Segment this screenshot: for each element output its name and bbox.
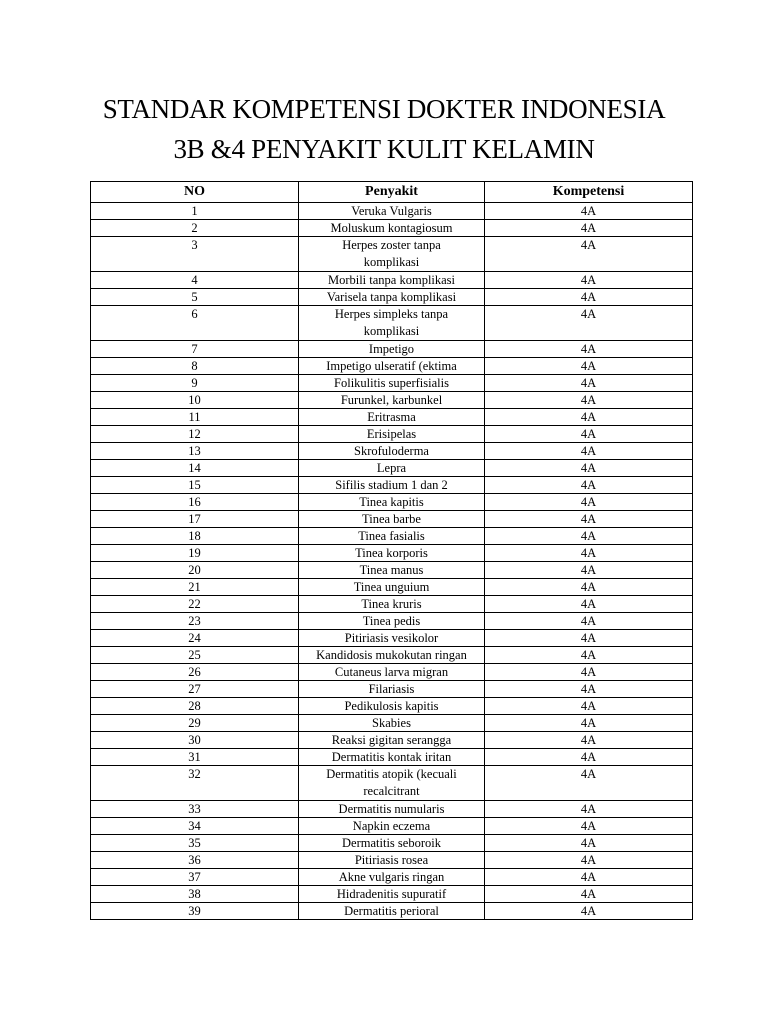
table-row: [91, 392, 693, 409]
cell-penyakit: Herpes zoster tanpa komplikasi: [299, 237, 485, 272]
cell-no: 35: [91, 835, 299, 852]
column-header-kompetensi: Kompetensi: [485, 182, 693, 203]
cell-no: 29: [91, 715, 299, 732]
cell-penyakit: Moluskum kontagiosum: [299, 220, 485, 237]
cell-penyakit: Pitiriasis rosea: [299, 852, 485, 869]
competency-table: [90, 181, 693, 920]
table-row: [91, 306, 693, 341]
table-row: [91, 237, 693, 272]
cell-kompetensi: 4A: [485, 886, 693, 903]
cell-kompetensi: 4A: [485, 766, 693, 801]
cell-penyakit: Veruka Vulgaris: [299, 203, 485, 220]
cell-kompetensi: 4A: [485, 664, 693, 681]
cell-kompetensi: 4A: [485, 272, 693, 289]
cell-no: 31: [91, 749, 299, 766]
cell-penyakit: Akne vulgaris ringan: [299, 869, 485, 886]
cell-penyakit: Tinea unguium: [299, 579, 485, 596]
table-row: [91, 289, 693, 306]
cell-kompetensi: 4A: [485, 443, 693, 460]
cell-penyakit: Dermatitis kontak iritan: [299, 749, 485, 766]
table-row: [91, 272, 693, 289]
table-row: [91, 528, 693, 545]
cell-penyakit: Filariasis: [299, 681, 485, 698]
cell-penyakit: Kandidosis mukokutan ringan: [299, 647, 485, 664]
cell-kompetensi: 4A: [485, 220, 693, 237]
cell-no: 24: [91, 630, 299, 647]
cell-no: 7: [91, 341, 299, 358]
cell-penyakit: Skabies: [299, 715, 485, 732]
cell-penyakit: Cutaneus larva migran: [299, 664, 485, 681]
table-row: [91, 596, 693, 613]
table-row: [91, 579, 693, 596]
cell-no: 19: [91, 545, 299, 562]
document-subtitle: 3B &4 PENYAKIT KULIT KELAMIN: [173, 134, 595, 164]
cell-penyakit: Tinea manus: [299, 562, 485, 579]
cell-penyakit: Impetigo: [299, 341, 485, 358]
cell-kompetensi: 4A: [485, 818, 693, 835]
cell-kompetensi: 4A: [485, 545, 693, 562]
cell-kompetensi: 4A: [485, 715, 693, 732]
cell-no: 1: [91, 203, 299, 220]
cell-no: 10: [91, 392, 299, 409]
table-row: [91, 220, 693, 237]
cell-kompetensi: 4A: [485, 392, 693, 409]
table-row: [91, 732, 693, 749]
table-row: [91, 903, 693, 920]
cell-penyakit: Pitiriasis vesikolor: [299, 630, 485, 647]
cell-no: 27: [91, 681, 299, 698]
cell-kompetensi: 4A: [485, 732, 693, 749]
cell-kompetensi: 4A: [485, 528, 693, 545]
cell-penyakit: Pedikulosis kapitis: [299, 698, 485, 715]
table-row: [91, 613, 693, 630]
cell-penyakit: Hidradenitis supuratif: [299, 886, 485, 903]
cell-no: 5: [91, 289, 299, 306]
cell-penyakit: Eritrasma: [299, 409, 485, 426]
cell-penyakit: Impetigo ulseratif (ektima: [299, 358, 485, 375]
cell-penyakit: Napkin eczema: [299, 818, 485, 835]
cell-no: 22: [91, 596, 299, 613]
table-row: [91, 681, 693, 698]
cell-kompetensi: 4A: [485, 749, 693, 766]
cell-no: 20: [91, 562, 299, 579]
table-row: [91, 715, 693, 732]
cell-penyakit: Tinea korporis: [299, 545, 485, 562]
cell-no: 11: [91, 409, 299, 426]
table-row: [91, 801, 693, 818]
cell-penyakit: Tinea barbe: [299, 511, 485, 528]
table-row: [91, 545, 693, 562]
cell-kompetensi: 4A: [485, 801, 693, 818]
cell-no: 33: [91, 801, 299, 818]
table-row: [91, 647, 693, 664]
table-row: [91, 835, 693, 852]
cell-kompetensi: 4A: [485, 494, 693, 511]
cell-kompetensi: 4A: [485, 613, 693, 630]
cell-no: 12: [91, 426, 299, 443]
table-row: [91, 818, 693, 835]
cell-penyakit: Herpes simpleks tanpa komplikasi: [299, 306, 485, 341]
cell-penyakit: Dermatitis seboroik: [299, 835, 485, 852]
cell-no: 39: [91, 903, 299, 920]
cell-no: 14: [91, 460, 299, 477]
table-row: [91, 630, 693, 647]
table-row: [91, 852, 693, 869]
cell-no: 13: [91, 443, 299, 460]
cell-no: 28: [91, 698, 299, 715]
cell-penyakit: Sifilis stadium 1 dan 2: [299, 477, 485, 494]
cell-no: 9: [91, 375, 299, 392]
table-row: [91, 664, 693, 681]
cell-kompetensi: 4A: [485, 596, 693, 613]
cell-kompetensi: 4A: [485, 426, 693, 443]
table-row: [91, 869, 693, 886]
table-row: [91, 203, 693, 220]
cell-kompetensi: 4A: [485, 409, 693, 426]
table-row: [91, 511, 693, 528]
table-row: [91, 358, 693, 375]
cell-kompetensi: 4A: [485, 681, 693, 698]
cell-kompetensi: 4A: [485, 698, 693, 715]
cell-no: 25: [91, 647, 299, 664]
cell-no: 34: [91, 818, 299, 835]
cell-kompetensi: 4A: [485, 579, 693, 596]
cell-kompetensi: 4A: [485, 903, 693, 920]
cell-kompetensi: 4A: [485, 852, 693, 869]
cell-no: 30: [91, 732, 299, 749]
cell-penyakit: Dermatitis perioral: [299, 903, 485, 920]
cell-kompetensi: 4A: [485, 306, 693, 341]
table-row: [91, 443, 693, 460]
cell-penyakit: Dermatitis numularis: [299, 801, 485, 818]
cell-no: 37: [91, 869, 299, 886]
cell-kompetensi: 4A: [485, 203, 693, 220]
cell-kompetensi: 4A: [485, 477, 693, 494]
cell-no: 32: [91, 766, 299, 801]
table-body: [91, 203, 693, 920]
cell-kompetensi: 4A: [485, 511, 693, 528]
cell-no: 38: [91, 886, 299, 903]
cell-penyakit: Folikulitis superfisialis: [299, 375, 485, 392]
cell-no: 23: [91, 613, 299, 630]
cell-no: 4: [91, 272, 299, 289]
table-row: [91, 409, 693, 426]
cell-penyakit: Tinea kruris: [299, 596, 485, 613]
cell-no: 21: [91, 579, 299, 596]
cell-kompetensi: 4A: [485, 647, 693, 664]
table-row: [91, 494, 693, 511]
cell-no: 3: [91, 237, 299, 272]
cell-no: 26: [91, 664, 299, 681]
cell-no: 16: [91, 494, 299, 511]
cell-kompetensi: 4A: [485, 835, 693, 852]
cell-penyakit: Tinea pedis: [299, 613, 485, 630]
cell-kompetensi: 4A: [485, 562, 693, 579]
cell-no: 2: [91, 220, 299, 237]
cell-penyakit: Dermatitis atopik (kecuali recalcitrant: [299, 766, 485, 801]
column-header-no: NO: [91, 182, 299, 203]
cell-penyakit: Furunkel, karbunkel: [299, 392, 485, 409]
table-row: [91, 477, 693, 494]
cell-kompetensi: 4A: [485, 630, 693, 647]
table-row: [91, 886, 693, 903]
table-row: [91, 749, 693, 766]
cell-penyakit: Erisipelas: [299, 426, 485, 443]
cell-kompetensi: 4A: [485, 289, 693, 306]
table-row: [91, 426, 693, 443]
cell-no: 8: [91, 358, 299, 375]
cell-kompetensi: 4A: [485, 358, 693, 375]
table-row: [91, 341, 693, 358]
cell-kompetensi: 4A: [485, 341, 693, 358]
cell-penyakit: Varisela tanpa komplikasi: [299, 289, 485, 306]
table-header-row: [91, 182, 693, 203]
table-row: [91, 698, 693, 715]
cell-penyakit: Lepra: [299, 460, 485, 477]
cell-penyakit: Morbili tanpa komplikasi: [299, 272, 485, 289]
document-title: STANDAR KOMPETENSI DOKTER INDONESIA: [102, 94, 666, 124]
table-row: [91, 460, 693, 477]
cell-kompetensi: 4A: [485, 237, 693, 272]
cell-no: 6: [91, 306, 299, 341]
cell-no: 36: [91, 852, 299, 869]
cell-no: 17: [91, 511, 299, 528]
cell-kompetensi: 4A: [485, 869, 693, 886]
cell-penyakit: Reaksi gigitan serangga: [299, 732, 485, 749]
cell-kompetensi: 4A: [485, 375, 693, 392]
cell-kompetensi: 4A: [485, 460, 693, 477]
table-row: [91, 375, 693, 392]
table-row: [91, 562, 693, 579]
cell-no: 15: [91, 477, 299, 494]
cell-penyakit: Tinea kapitis: [299, 494, 485, 511]
cell-penyakit: Skrofuloderma: [299, 443, 485, 460]
cell-penyakit: Tinea fasialis: [299, 528, 485, 545]
table-row: [91, 766, 693, 801]
cell-no: 18: [91, 528, 299, 545]
column-header-penyakit: Penyakit: [299, 182, 485, 203]
